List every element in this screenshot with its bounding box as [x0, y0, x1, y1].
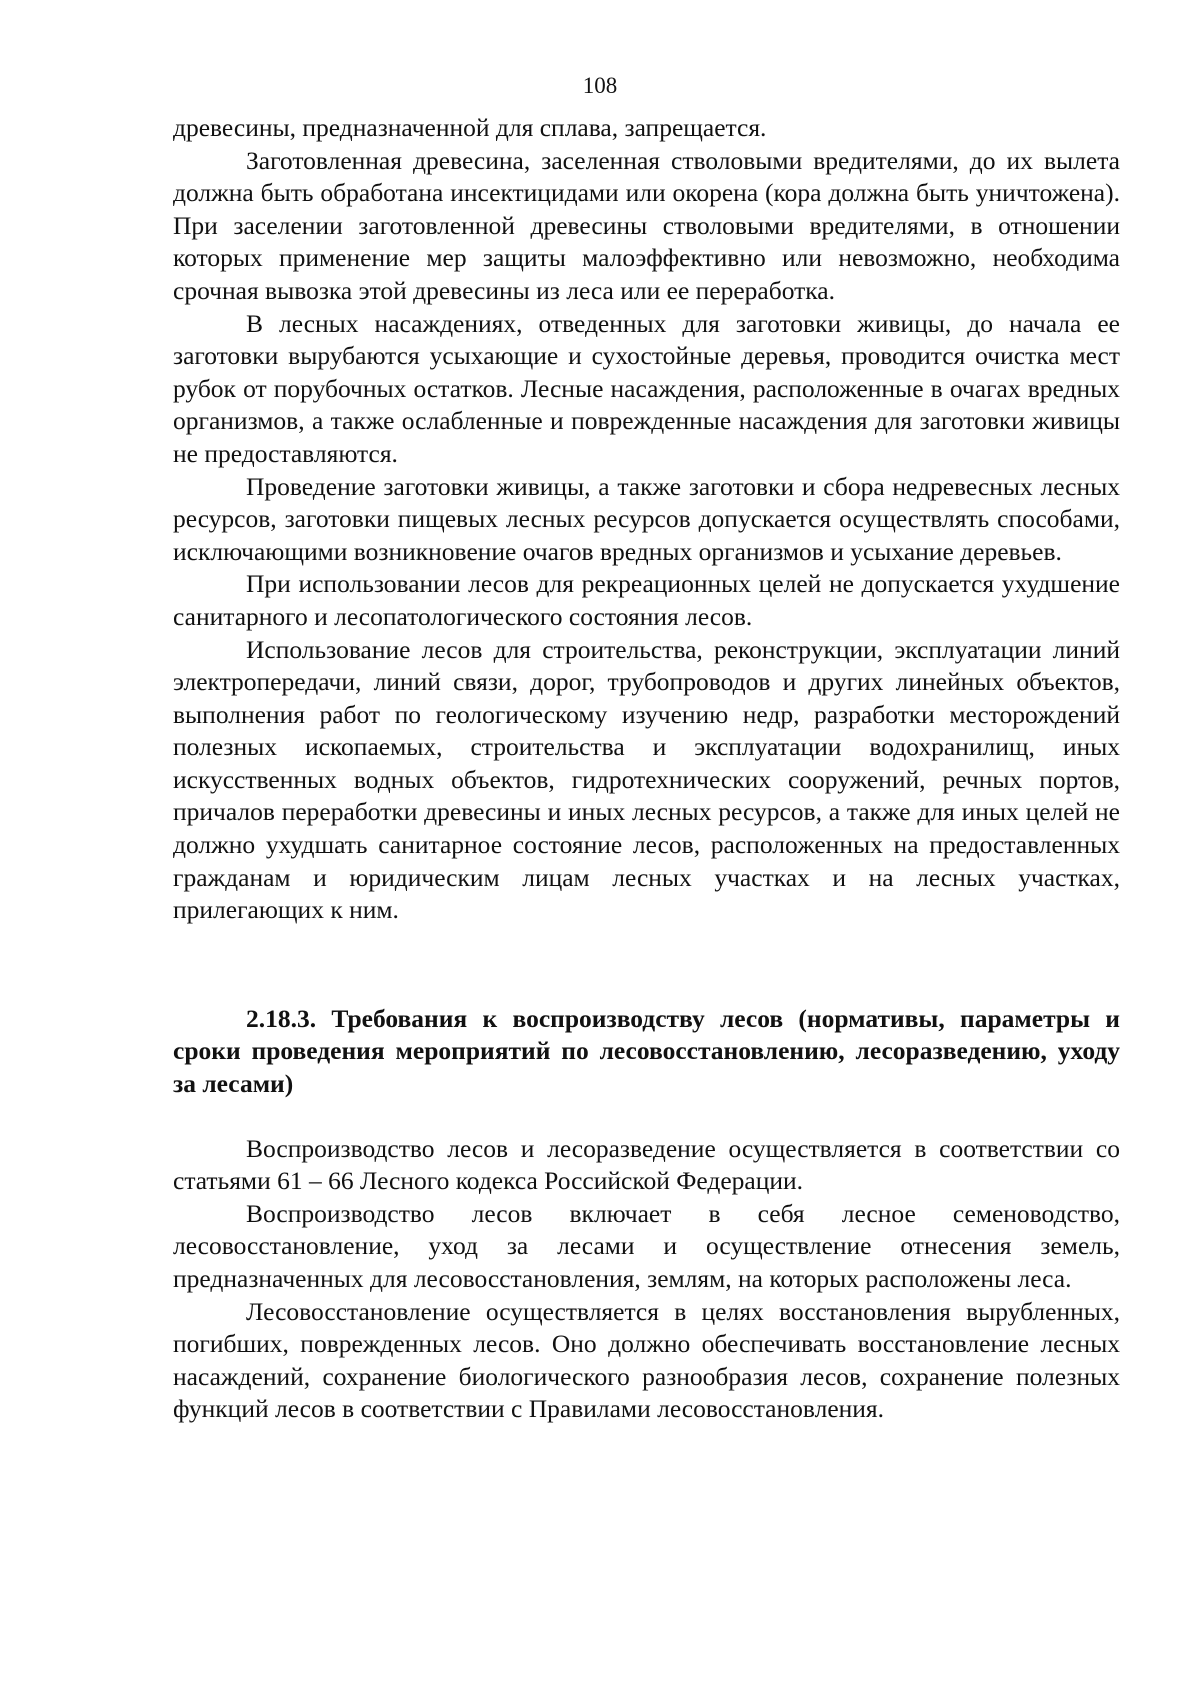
paragraph: Заготовленная древесина, заселенная стволовыми вредителями, до их вылета должна быть обработана инсектицидами или окорена (кора должна быть уничтожена). При заселении заготовленной древесины стволовыми вредителями, в отношении которых применение мер защиты малоэффективно или невозможно, необходима срочная вывозка этой древесины из леса или ее переработка.	[173, 145, 1120, 305]
paragraph: При использовании лесов для рекреационных целей не допускается ухудшение санитарного и лесопатологического состояния лесов.	[173, 569, 1120, 631]
paragraph: В лесных насаждениях, отведенных для заготовки живицы, до начала ее заготовки вырубаются усыхающие и сухостойные деревья, проводится очистка мест рубок от порубочных остатков. Лесные насаждения, расположенные в очагах вредных организмов, а также ослабленные и поврежденные насаждения для заготовки живицы не предоставляются.	[173, 308, 1120, 468]
document-body	[173, 112, 1120, 1426]
paragraph: Проведение заготовки живицы, а также заготовки и сбора недревесных лесных ресурсов, заготовки пищевых лесных ресурсов допускается осуществлять способами, исключающими возникновение очагов вредных организмов и усыхание деревьев.	[173, 471, 1120, 566]
paragraph: Воспроизводство лесов включает в себя лесное семеноводство, лесовосстановление, уход за лесами и осуществление отнесения земель, предназначенных для лесовосстановления, землям, на которых расположены леса.	[173, 1198, 1120, 1293]
page-number: 108	[582, 73, 618, 98]
heading-spacer	[173, 1101, 1120, 1133]
paragraph: Лесовосстановление осуществляется в целях восстановления вырубленных, погибших, поврежденных лесов. Оно должно обеспечивать восстановление лесных насаждений, сохранение биологического разнообразия лесов, сохранение полезных функций лесов в соответствии с Правилами лесовосстановления.	[173, 1296, 1120, 1424]
paragraph: Использование лесов для строительства, реконструкции, эксплуатации линий электропередачи, линий связи, дорог, трубопроводов и других линейных объектов, выполнения работ по геологическому изучению недр, разработки месторождений полезных ископаемых, строительства и эксплуатации водохранилищ, иных искусственных водных объектов, гидротехнических сооружений, речных портов, причалов переработки древесины и иных лесных ресурсов, а также для иных целей не должно ухудшать санитарное состояние лесов, расположенных на предоставленных гражданам и юридическим лицам лесных участках и на лесных участках, прилегающих к ним.	[173, 634, 1120, 925]
section-heading: 2.18.3. Требования к воспроизводству лесов (нормативы, параметры и сроки проведения мероприятий по лесовосстановлению, лесоразведению, уходу за лесами)	[173, 1003, 1120, 1099]
paragraph: Воспроизводство лесов и лесоразведение осуществляется в соответствии со статьями 61 – 66 Лесного кодекса Российской Федерации.	[173, 1133, 1120, 1196]
paragraph-continuation: древесины, предназначенной для сплава, запрещается.	[173, 113, 767, 142]
